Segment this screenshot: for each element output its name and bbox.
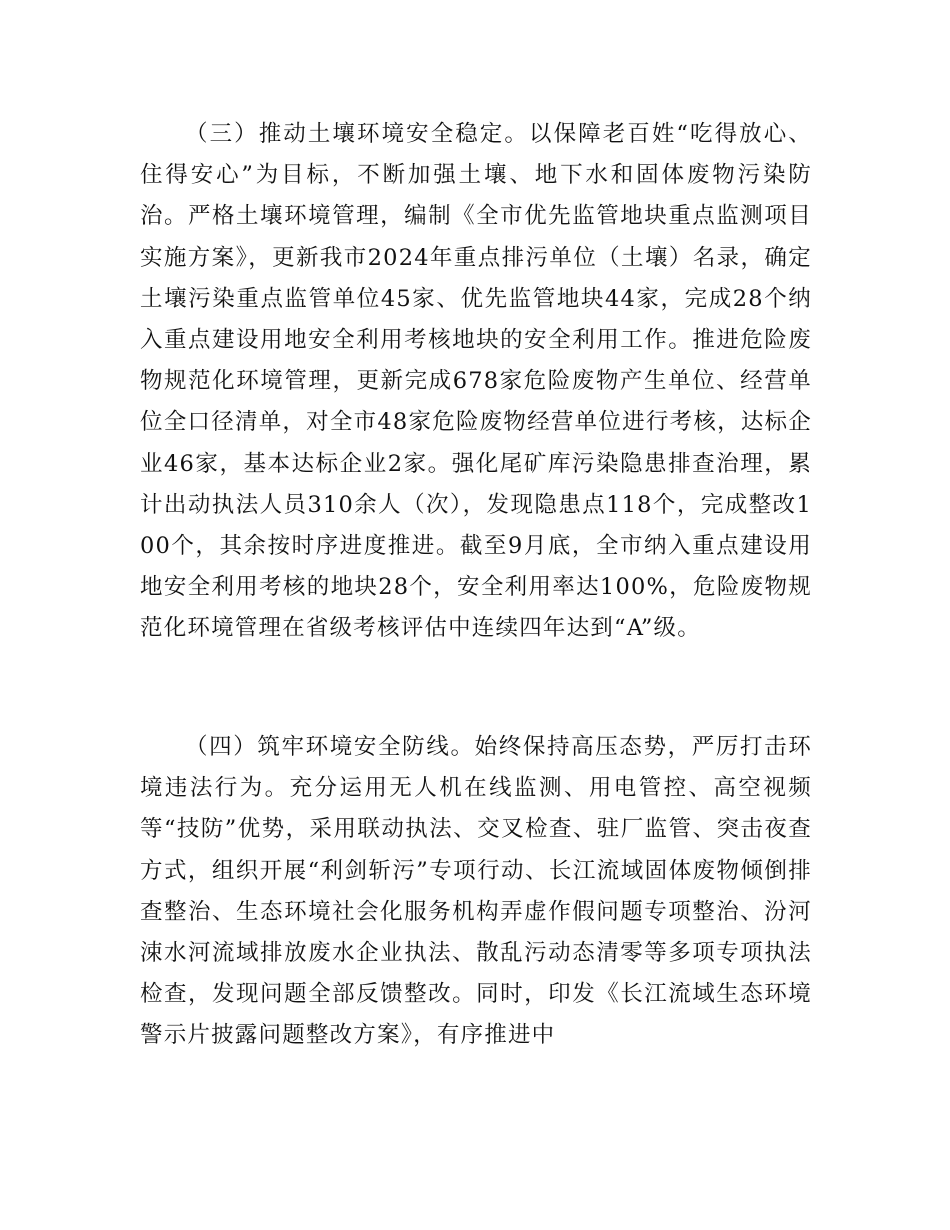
paragraph-environmental-safety: （四）筑牢环境安全防线。始终保持高压态势，严厉打击环境违法行为。充分运用无人机在线监测、用电管控、高空视频等“技防”优势，采用联动执法、交叉检查、驻厂监管、突击夜查方式，组织开展“利剑斩污”专项行动、长江流域固体废物倾倒排查整治、生态环境社会化服务机构弄虚作假问题专项整治、汾河涑水河流域排放废水企业执法、散乱污动态清零等多项专项执法检查，发现问题全部反馈整改。同时，印发《长江流域生态环境警示片披露问题整改方案》，有序推进中 <box>140 734 812 1049</box>
paragraph-soil-safety: （三）推动土壤环境安全稳定。以保障老百姓“吃得放心、住得安心”为目标，不断加强土壤、地下水和固体废物污染防治。严格土壤环境管理，编制《全市优先监管地块重点监测项目实施方案》，更新我市2024年重点排污单位（土壤）名录，确定土壤污染重点监管单位45家、优先监管地块44家，完成28个纳入重点建设用地安全利用考核地块的安全利用工作。推进危险废物规范化环境管理，更新完成678家危险废物产生单位、经营单位全口径清单，对全市48家危险废物经营单位进行考核，达标企业46家，基本达标企业2家。强化尾矿库污染隐患排查治理，累计出动执法人员310余人（次），发现隐患点118个，完成整改100个，其余按时序进度推进。截至9月底，全市纳入重点建设用地安全利用考核的地块28个，安全利用率达100%，危险废物规范化环境管理在省级考核评估中连续四年达到“A”级。 <box>140 121 812 642</box>
